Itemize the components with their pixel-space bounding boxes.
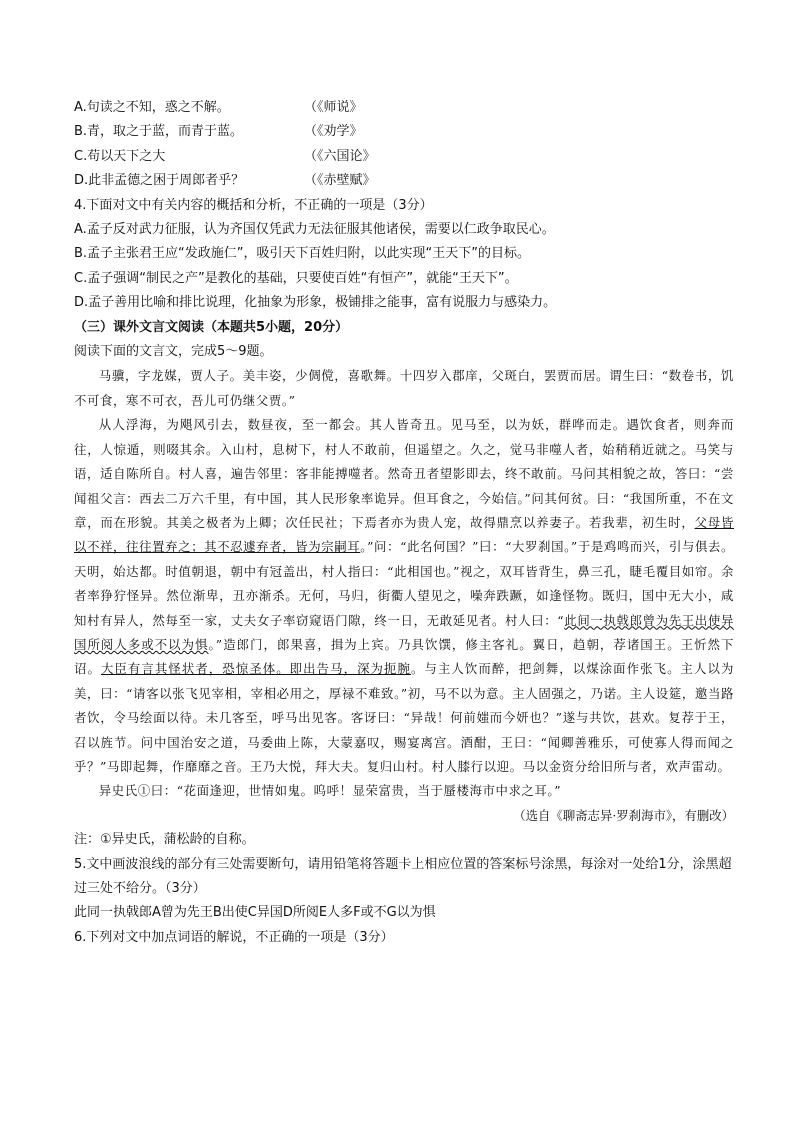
q4-option-d: D.孟子善用比喻和排比说理，化抽象为形象，极铺排之能事，富有说服力与感染力。	[74, 295, 557, 311]
q5-stem: 5.文中画波浪线的部分有三处需要断句，请用铅笔将答题卡上相应位置的答案标号涂黑，每涂对一处给1分，涂黑超过三处不给分。（3分）	[74, 856, 732, 896]
option-text: D.此非孟德之困于周郎者乎？	[74, 173, 245, 189]
wavy-underlined-text: 此间一执戟郎曾为先王出使异国所阅人多或不以为惧	[74, 612, 734, 652]
exam-page	[74, 96, 734, 950]
option-text: A.句读之不知，惑之不解。	[74, 100, 230, 115]
passage-paragraph-3: 异史氏①曰：“花面逢迎，世情如鬼。呜呼！显荣富贵，当于蜃楼海市中求之耳。”	[98, 783, 562, 799]
q3-option-a	[74, 96, 734, 120]
q4-option-b: B.孟子主张君王应“发政施仁”，吸引天下百姓归附，以此实现“王天下”的目标。	[74, 246, 530, 262]
section-heading: （三）课外文言文阅读（本题共5小题，20分）	[74, 319, 349, 335]
footnote: 注：①异史氏，蒲松龄的自称。	[74, 832, 255, 848]
passage-text: 。与主人饮而醉，把剑舞，以煤涂面作张飞。主人以为美，曰：“请客以张飞见宰相，宰相必用之，厚禄不难致。”初，马不以为意。主人固强之，乃诺。主人设筵，邀当路者饮，令马绘面以待。未几客至，呼马出见客。客讶曰：“异哉！何前媸而今妍也？”遂与共饮，甚欢。复荐于王，召以旌节。问中国治安之道，马委曲上陈，大蒙嘉叹，赐宴离宫。酒酣，王曰：“闻卿善雅乐，可使寡人得而闻之乎？”马即起舞，作靡靡之音。王乃大悦，拜大夫。复归山村。村人膝行以迎。马以金资分给旧所与者，欢声雷动。	[74, 661, 734, 774]
passage-paragraph-2	[74, 413, 734, 779]
section-instruction: 阅读下面的文言文，完成5～9题。	[74, 344, 273, 360]
passage-text: 。”问：“此名何国？”曰：“大罗刹国。”于是鸡鸣而兴，引与俱去。天明，始达都。时值朝退，朝中有冠盖出，村人指曰：“此相国也。”视之，双耳皆背生，鼻三孔，睫毛覆目如帘。余者率狰狞怪异。然位渐卑，丑亦渐杀。无何，马归，街衢人望见之，噪奔跌蹶，如逢怪物。既归，国中无大小，咸知村有异人，然每至一家，丈夫女子率窃窥语门隙，终一日，无敢延见者。村人曰：“	[74, 539, 734, 628]
q4-option-a: A.孟子反对武力征服，认为齐国仅凭武力无法征服其他诸侯，需要以仁政争取民心。	[74, 222, 555, 238]
option-source: （《赤壁赋》	[304, 173, 376, 189]
underlined-sentence-2: 大臣有言其怪状者，恐惊圣体。即出告马，深为扼腕	[100, 661, 411, 677]
passage-source: （选自《聊斋志异·罗刹海市》，有删改）	[513, 807, 734, 823]
underlined-sentence-1: 父母皆以不祥，往往置弃之；其不忍遽弃者，皆为宗嗣耳	[74, 514, 734, 555]
option-source: （《师说》	[304, 100, 363, 115]
option-text: B.青，取之于蓝，而青于蓝。	[74, 124, 244, 140]
q4-stem: 4.下面对文中有关内容的概括和分析，不正确的一项是（3分）	[74, 197, 433, 213]
q3-option-c	[74, 145, 734, 169]
q3-option-b	[74, 120, 734, 144]
passage-text: 从人浮海，为飓风引去，数昼夜，至一都会。其人皆奇丑。见马至，以为妖，群哗而走。遇饮食者，则奔而往，人惊遁，则啜其余。入山村，息树下，村人不敢前，但遥望之。久之，觉马非噬人者，始稍稍近就之。马笑与语，适自陈所自。村人喜，遍告邻里：客非能搏噬者。然奇丑者望影即去，终不敢前。马问其相貌之故，答曰：“尝闻祖父言：西去二万六千里，有中国，其人民形象率诡异。但耳食之，今始信。”问其何贫。曰：“我国所重，不在文章，而在形貌。其美之极者为上卿；次任民社；下焉者亦为贵人宠，故得鼎烹以养妻子。若我辈，初生时，	[74, 417, 734, 530]
q6-stem: 6.下列对文中加点词语的解说，不正确的一项是（3分）	[74, 929, 394, 945]
q5-segmented-text: 此同一执戟郎A曾为先王B出使C异国D所阅E人多F或不G以为惧	[74, 905, 436, 921]
option-text: C.苟以天下之大	[74, 148, 166, 164]
passage-paragraph-1: 马骥，字龙媒，贾人子。美丰姿，少倜傥，喜歌舞。十四岁入郡庠，父斑白，罢贾而居。谓生曰：“数卷书，饥不可食，寒不可衣，吾儿可仍继父贾。”	[74, 368, 734, 408]
q3-option-d	[74, 169, 734, 193]
option-source: （《六国论》	[304, 148, 376, 164]
q4-option-c: C.孟子强调“制民之产”是教化的基础，只要使百姓“有恒产”，就能“王天下”。	[74, 270, 518, 286]
passage-text: 。”造郎门，郎果喜，揖为上宾。乃具饮馔，修主客礼。翼日，趋朝，荐诸国王。王忻然下诏。	[74, 636, 734, 677]
option-source: （《劝学》	[304, 124, 363, 140]
classical-passage	[74, 364, 734, 803]
